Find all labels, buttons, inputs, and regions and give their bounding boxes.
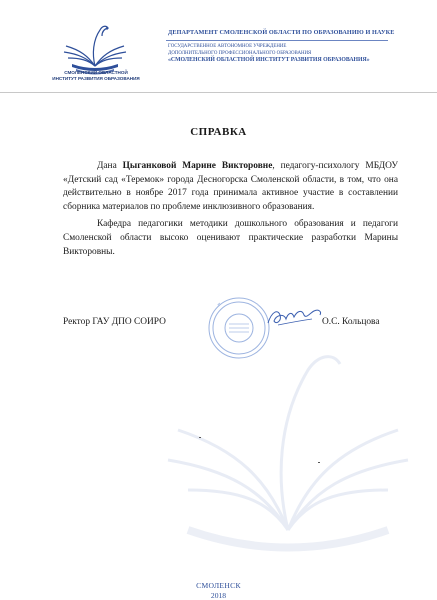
- footer-year: 2018: [210, 591, 227, 600]
- header-divider: [166, 40, 388, 41]
- scan-speck: [199, 437, 201, 438]
- logo-caption-line2: ИНСТИТУТ РАЗВИТИЯ ОБРАЗОВАНИЯ: [52, 76, 140, 81]
- signatory-name: О.С. Кольцова: [322, 317, 380, 327]
- document-body: [63, 160, 398, 259]
- logo-caption-line1: СМОЛЕНСКИЙ ОБЛАСТНОЙ: [64, 70, 128, 75]
- recipient-name: Цыганковой Марине Викторовне: [122, 161, 273, 171]
- signatory-position: Ректор ГАУ ДПО СОИРО: [63, 317, 166, 327]
- org-line-1: ГОСУДАРСТВЕННОЕ АВТОНОМНОЕ УЧРЕЖДЕНИЕ: [168, 44, 287, 49]
- org-line-2: ДОПОЛНИТЕЛЬНОГО ПРОФЕССИОНАЛЬНОГО ОБРАЗОВАНИЯ: [168, 50, 312, 56]
- handwritten-signature-icon: [264, 305, 326, 331]
- footer-city: СМОЛЕНСК: [196, 581, 241, 590]
- scan-speck: [318, 462, 320, 463]
- organization-name: [168, 44, 408, 64]
- department-name: ДЕПАРТАМЕНТ СМОЛЕНСКОЙ ОБЛАСТИ ПО ОБРАЗОВАНИЮ И НАУКЕ: [168, 29, 395, 36]
- phoenix-watermark-icon: [148, 330, 428, 570]
- letterhead-separator: [0, 92, 437, 93]
- p1-rest: , педагогу-психологу МБДОУ «Детский сад «Теремок» города Десногорска Смоленской области, в том, что она действительно в ноябре 2017 года принимала активное участие в составлении сборника материалов по проблеме инклюзивного образования.: [63, 161, 398, 212]
- org-line-3: «СМОЛЕНСКИЙ ОБЛАСТНОЙ ИНСТИТУТ РАЗВИТИЯ ОБРАЗОВАНИЯ»: [168, 57, 370, 64]
- logo-caption: [46, 70, 146, 82]
- document-title: СПРАВКА: [190, 126, 247, 138]
- round-seal-stamp-icon: [207, 296, 271, 360]
- p1-start: Дана: [97, 161, 123, 171]
- paragraph-2: Кафедра педагогики методики дошкольного образования и педагоги Смоленской области высоко оценивают практические разработки Марины Викторовны.: [63, 219, 398, 257]
- paragraph-1: [63, 160, 398, 214]
